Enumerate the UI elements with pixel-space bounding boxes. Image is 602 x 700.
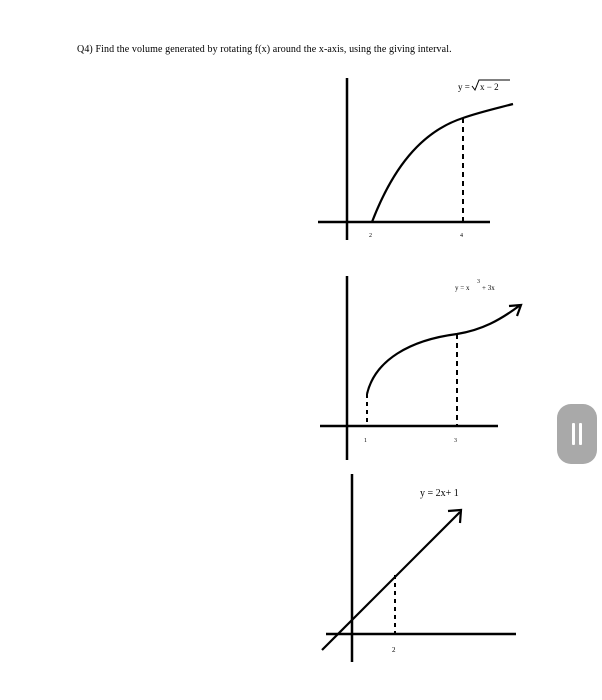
graph-2 — [320, 276, 521, 460]
graph-3-line — [322, 512, 460, 650]
graph-2-exponent: 3 — [477, 279, 480, 285]
graph-2-function-suffix: + 3x — [482, 284, 495, 292]
graph-1-radicand: x − 2 — [480, 82, 499, 92]
graph-2-curve — [367, 306, 519, 394]
side-handle-button[interactable] — [557, 404, 597, 464]
graph-1-function-label: y = — [458, 82, 470, 92]
graph-2-function-label: y = x — [455, 284, 470, 292]
question-text: Q4) Find the volume generated by rotating f(x) around the x-axis, using the giving interval. — [77, 44, 452, 55]
graph-1 — [318, 78, 513, 240]
graph-3-function-label: y = 2x+ 1 — [420, 488, 459, 499]
graph-3-tick-label-right: 2 — [392, 646, 396, 654]
pause-bars-icon — [570, 423, 584, 445]
graph-2-tick-label-left: 1 — [364, 438, 367, 444]
graph-1-tick-label-right: 4 — [460, 233, 463, 239]
graph-3 — [322, 474, 516, 662]
graph-1-curve — [372, 104, 513, 222]
graph-2-tick-label-right: 3 — [454, 438, 457, 444]
graph-1-tick-label-left: 2 — [369, 233, 372, 239]
